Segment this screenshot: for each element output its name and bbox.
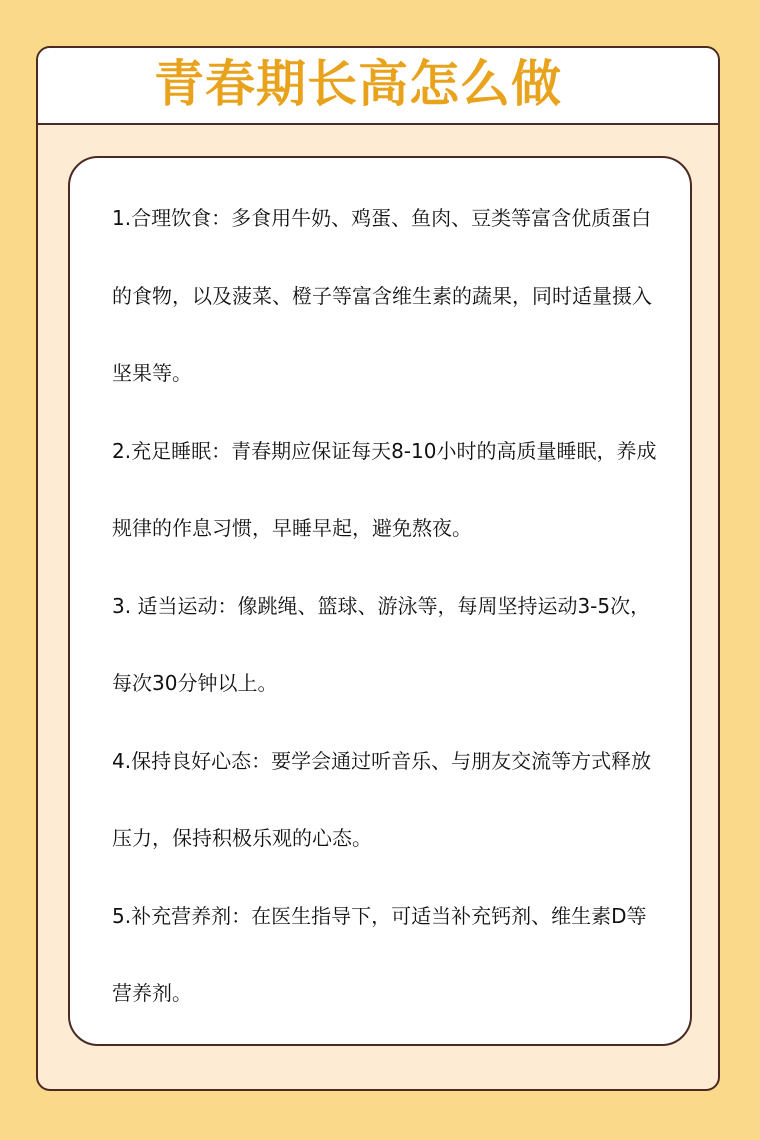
header-bar (38, 48, 718, 125)
tips-list (112, 180, 662, 1033)
tip-sleep: 2.充足睡眠：青春期应保证每天8-10小时的高质量睡眠，养成规律的作息习惯，早睡早起，避免熬夜。 (112, 438, 657, 540)
tip-diet: 1.合理饮食：多食用牛奶、鸡蛋、鱼肉、豆类等富含优质蛋白的食物，以及菠菜、橙子等富含维生素的蔬果，同时适量摄入坚果等。 (112, 206, 652, 385)
tip-exercise: 3. 适当运动：像跳绳、篮球、游泳等，每周坚持运动3-5次，每次30分钟以上。 (112, 593, 651, 695)
content-panel (68, 156, 692, 1046)
poster-card (36, 46, 720, 1091)
page-title: 青春期长高怎么做 (154, 55, 562, 113)
tip-supplements: 5.补充营养剂：在医生指导下，可适当补充钙剂、维生素D等营养剂。 (112, 903, 647, 1005)
tip-mindset: 4.保持良好心态：要学会通过听音乐、与朋友交流等方式释放压力，保持积极乐观的心态。 (112, 748, 652, 850)
